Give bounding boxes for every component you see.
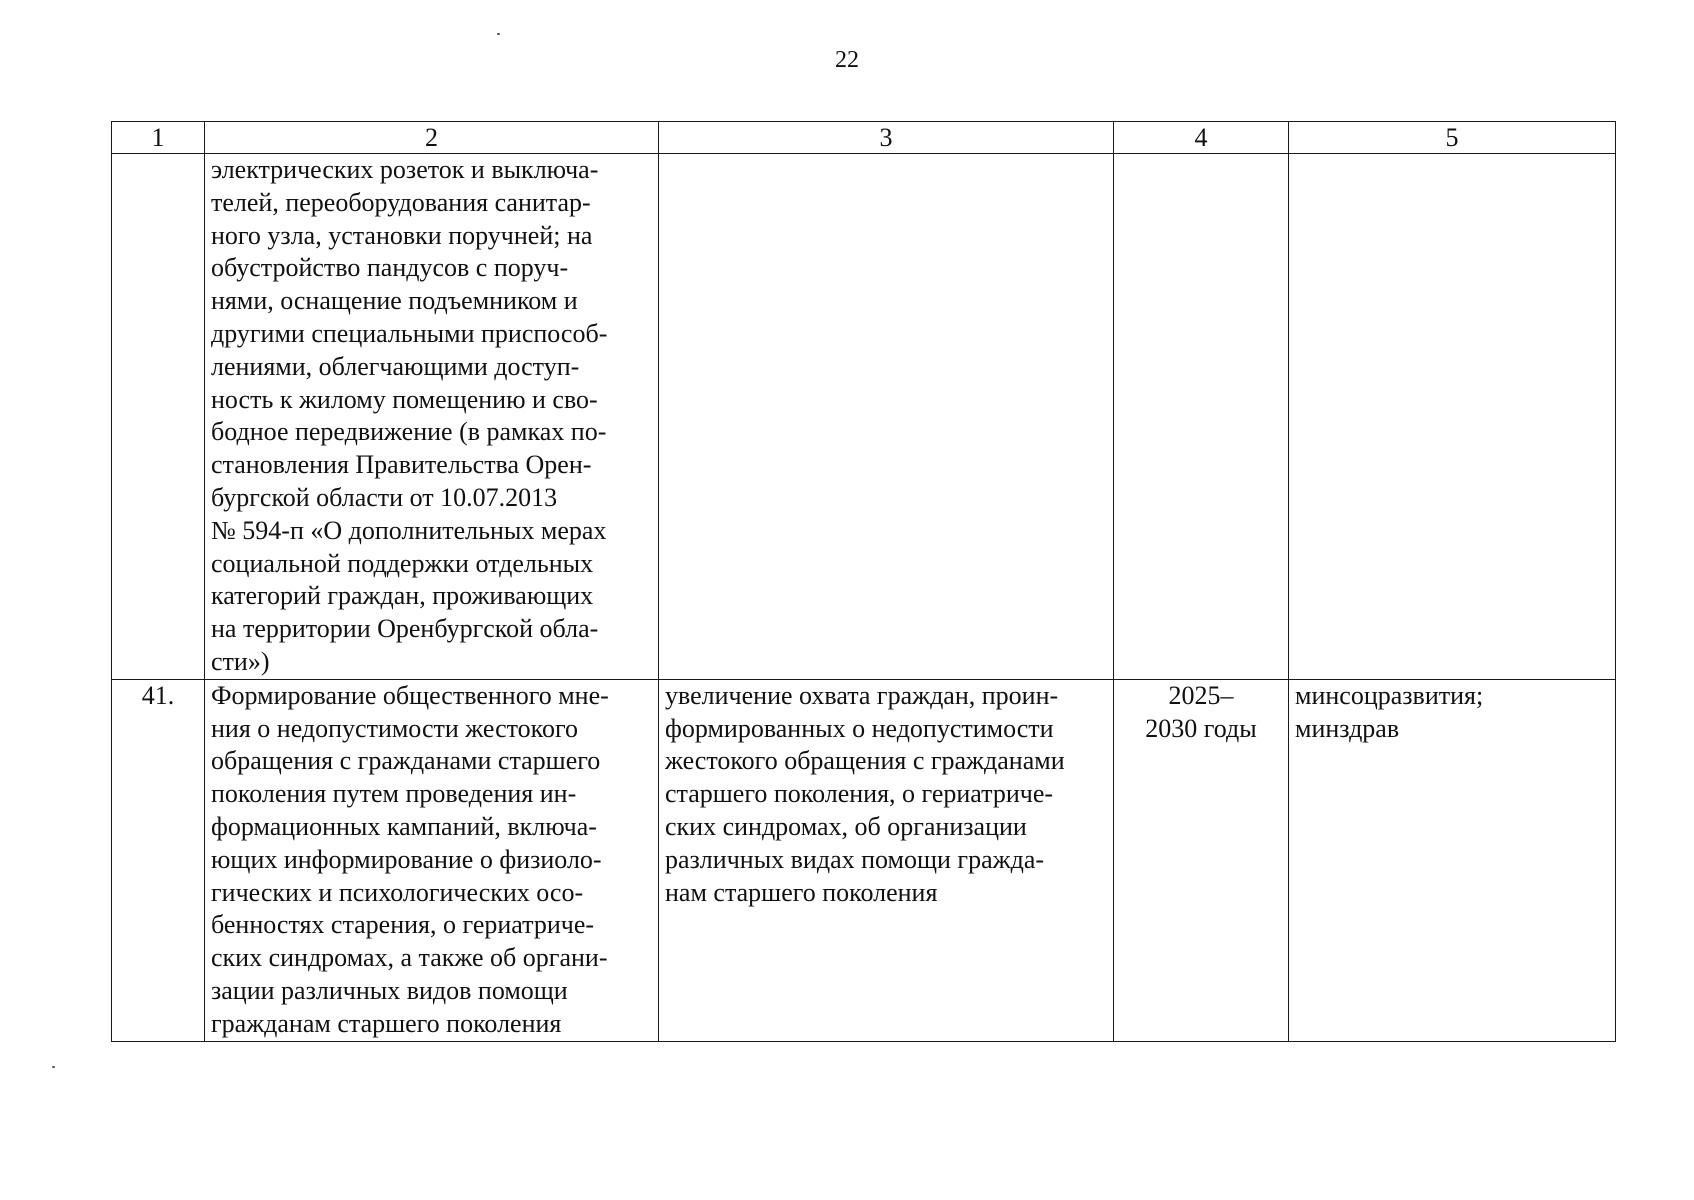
cell-text-line: на территории Оренбургской обла- bbox=[211, 614, 599, 644]
cell-text-line: № 594-п «О дополнительных мерах bbox=[211, 515, 607, 545]
cell-text-line: нам старшего поколения bbox=[665, 877, 938, 907]
cell-text-line: гических и психологических осо- bbox=[211, 877, 584, 907]
row-number-cell: 41. bbox=[112, 679, 205, 1041]
cell-text-line: различных видах помощи гражда- bbox=[665, 844, 1045, 874]
cell-text-line: ного узла, установки поручней; на bbox=[211, 220, 593, 250]
cell-text-line: сти») bbox=[211, 646, 270, 676]
result-cell bbox=[659, 679, 1114, 1041]
cell-text-line: минздрав bbox=[1295, 713, 1400, 743]
cell-text-line: ских синдромах, об организации bbox=[665, 811, 1027, 841]
table-row bbox=[112, 154, 1616, 680]
cell-text-line: поколения путем проведения ин- bbox=[211, 779, 577, 809]
cell-text-line: бургской области от 10.07.2013 bbox=[211, 482, 558, 512]
header-cell-1: 1 bbox=[112, 122, 205, 154]
cell-text-line: формированных о недопустимости bbox=[665, 713, 1054, 743]
cell-text-line: формационных кампаний, включа- bbox=[211, 811, 597, 841]
cell-text-line: социальной поддержки отдельных bbox=[211, 548, 594, 578]
scan-speck bbox=[497, 33, 500, 35]
table-row bbox=[112, 679, 1616, 1041]
cell-text-line: становления Правительства Орен- bbox=[211, 450, 592, 480]
cell-text-line: ния о недопустимости жестокого bbox=[211, 713, 578, 743]
cell-text-line: обустройство пандусов с поруч- bbox=[211, 253, 569, 283]
cell-text-line: зации различных видов помощи bbox=[211, 975, 568, 1005]
header-cell-3: 3 bbox=[659, 122, 1114, 154]
executor-cell bbox=[1289, 679, 1616, 1041]
measures-table bbox=[111, 121, 1616, 1042]
cell-text-line: лениями, облегчающими доступ- bbox=[211, 351, 580, 381]
cell-text-line: нями, оснащение подъемником и bbox=[211, 286, 578, 316]
term-cell bbox=[1114, 154, 1289, 680]
cell-text-line: бодное передвижение (в рамках по- bbox=[211, 417, 607, 447]
term-cell bbox=[1114, 679, 1289, 1041]
table-header-row bbox=[112, 122, 1616, 154]
scan-speck bbox=[52, 1066, 55, 1068]
cell-text-line: ность к жилому помещению и сво- bbox=[211, 384, 598, 414]
cell-text-line: другими специальными приспособ- bbox=[211, 318, 608, 348]
cell-text-line: электрических розеток и выключа- bbox=[211, 155, 599, 184]
cell-text-line: обращения с гражданами старшего bbox=[211, 746, 601, 776]
cell-text-line: минсоцразвития; bbox=[1295, 680, 1484, 710]
executor-cell bbox=[1289, 154, 1616, 680]
cell-text-line: 2030 годы bbox=[1145, 713, 1257, 743]
page-number: 22 bbox=[835, 47, 859, 73]
measure-cell bbox=[205, 154, 659, 680]
cell-text-line: гражданам старшего поколения bbox=[211, 1008, 562, 1038]
cell-text-line: ских синдромах, а также об органи- bbox=[211, 943, 608, 973]
cell-text-line: Формирование общественного мне- bbox=[211, 680, 609, 710]
cell-text-line: 2025– bbox=[1168, 680, 1234, 710]
cell-text-line: бенностях старения, о гериатриче- bbox=[211, 910, 595, 940]
cell-text-line: старшего поколения, о гериатриче- bbox=[665, 779, 1054, 809]
header-cell-5: 5 bbox=[1289, 122, 1616, 154]
measure-cell bbox=[205, 679, 659, 1041]
cell-text-line: телей, переоборудования санитар- bbox=[211, 187, 591, 217]
result-cell bbox=[659, 154, 1114, 680]
cell-text-line: увеличение охвата граждан, проин- bbox=[665, 680, 1059, 710]
cell-text-line: категорий граждан, проживающих bbox=[211, 581, 594, 611]
cell-text-line: ющих информирование о физиоло- bbox=[211, 844, 602, 874]
header-cell-4: 4 bbox=[1114, 122, 1289, 154]
header-cell-2: 2 bbox=[205, 122, 659, 154]
row-number-cell bbox=[112, 154, 205, 680]
cell-text-line: жестокого обращения с гражданами bbox=[665, 746, 1065, 776]
